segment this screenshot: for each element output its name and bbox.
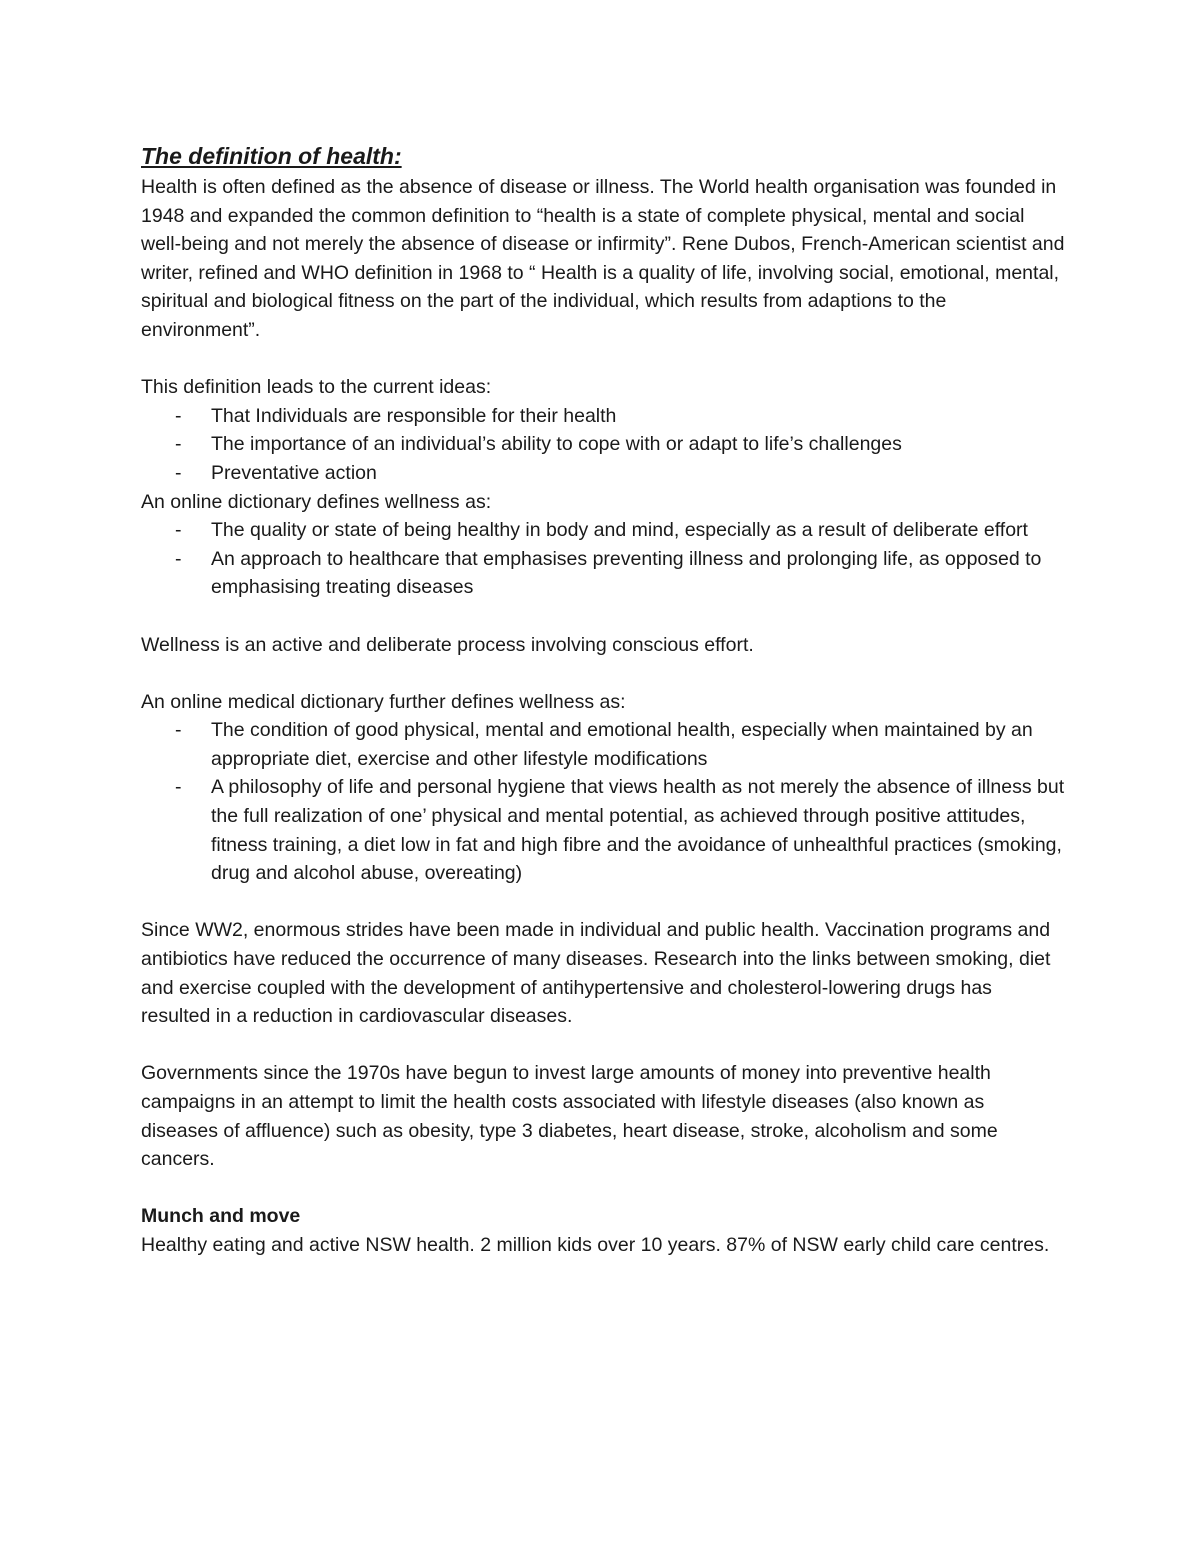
list-item: - The quality or state of being healthy in body and mind, especially as a result of deliberate effort bbox=[141, 516, 1066, 545]
wellness-lead: An online dictionary defines wellness as: bbox=[141, 490, 492, 513]
list-item: - That Individuals are responsible for their health bbox=[141, 402, 1066, 431]
list-item: - An approach to healthcare that emphasises preventing illness and prolonging life, as opposed to emphasising treating diseases bbox=[141, 545, 1066, 602]
ideas-lead: This definition leads to the current ideas: bbox=[141, 376, 492, 399]
ideas-list bbox=[141, 402, 1066, 488]
medical-list bbox=[141, 716, 1066, 888]
spacer bbox=[141, 1031, 1066, 1060]
list-item: - A philosophy of life and personal hygiene that views health as not merely the absence of illness but the full realization of one’ physical and mental potential, as achieved through positive attitudes, fitness training, a diet low in fat and high fibre and the avoidance of unhealthful practices (smoking, drug and alcohol abuse, overeating) bbox=[141, 773, 1066, 887]
intro-paragraph: Health is often defined as the absence of disease or illness. The World health organisation was founded in 1948 and expanded the common definition to “health is a state of complete physical, mental and social well-being and not merely the absence of disease or infirmity”. Rene Dubos, French-American scientist and writer, refined and WHO definition in 1968 to “ Health is a quality of life, involving social, emotional, mental, spiritual and biological fitness on the part of the individual, which results from adaptions to the environment”. bbox=[141, 176, 1065, 341]
ww2-paragraph: Since WW2, enormous strides have been made in individual and public health. Vaccination programs and antibiotics have reduced the occurrence of many diseases. Research into the links between smoking, diet and exercise coupled with the development of antihypertensive and cholesterol-lowering drugs has resulted in a reduction in cardiovascular diseases. bbox=[141, 919, 1051, 1028]
spacer bbox=[141, 888, 1066, 917]
munch-heading: Munch and move bbox=[141, 1205, 301, 1228]
spacer bbox=[141, 345, 1066, 374]
page-title: The definition of health: bbox=[141, 143, 402, 169]
spacer bbox=[141, 1174, 1066, 1203]
governments-paragraph: Governments since the 1970s have begun to invest large amounts of money into preventive health campaigns in an attempt to limit the health costs associated with lifestyle diseases (also known as diseases of affluence) such as obesity, type 3 diabetes, heart disease, stroke, alcoholism and some cancers. bbox=[141, 1062, 998, 1171]
medical-lead: An online medical dictionary further defines wellness as: bbox=[141, 690, 626, 713]
list-item: - Preventative action bbox=[141, 459, 1066, 488]
document-page bbox=[141, 140, 1066, 1260]
wellness-list bbox=[141, 516, 1066, 602]
spacer bbox=[141, 602, 1066, 631]
list-item: - The condition of good physical, mental and emotional health, especially when maintained by an appropriate diet, exercise and other lifestyle modifications bbox=[141, 716, 1066, 773]
list-item: - The importance of an individual’s ability to cope with or adapt to life’s challenges bbox=[141, 430, 1066, 459]
spacer bbox=[141, 659, 1066, 688]
wellness-process-paragraph: Wellness is an active and deliberate process involving conscious effort. bbox=[141, 633, 754, 656]
munch-paragraph: Healthy eating and active NSW health. 2 million kids over 10 years. 87% of NSW early child care centres. bbox=[141, 1233, 1050, 1256]
